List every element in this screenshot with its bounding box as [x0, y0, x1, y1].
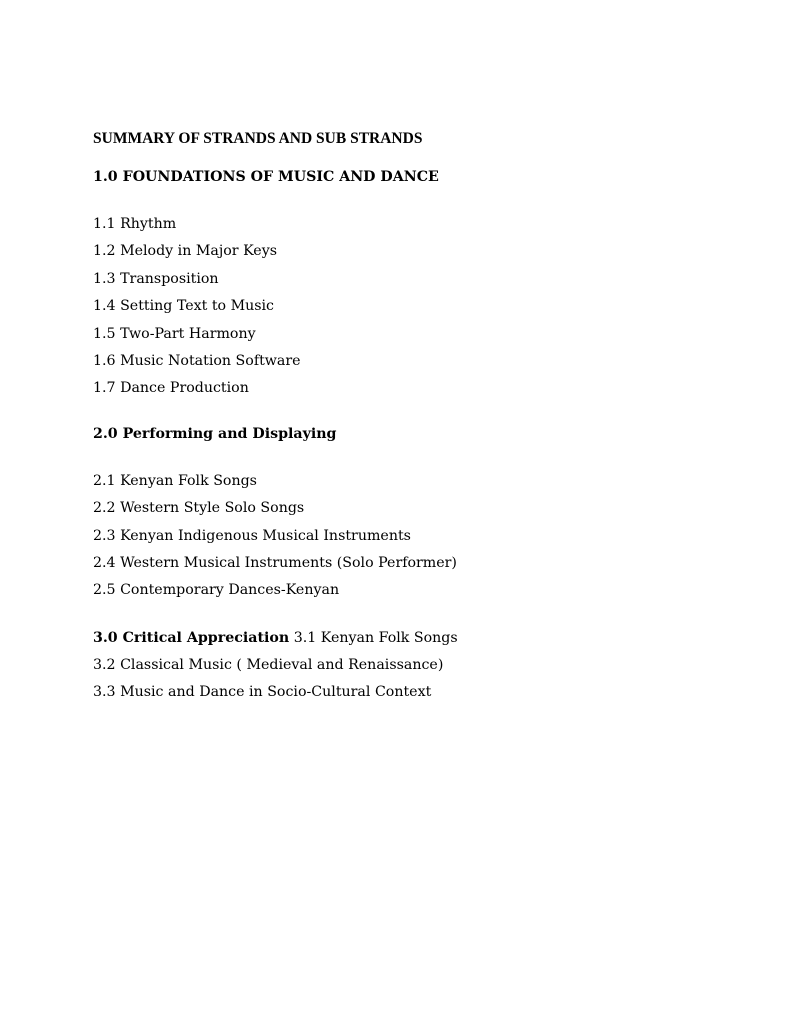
- strand-heading-2: 2.0 Performing and Displaying: [93, 425, 337, 442]
- sub-strand-item: 1.1 Rhythm: [93, 216, 177, 232]
- sub-strand-list-1: [93, 211, 733, 403]
- strand-heading-1: 1.0 FOUNDATIONS OF MUSIC AND DANCE: [93, 169, 439, 185]
- strand-heading-3-line: [93, 625, 733, 652]
- document-content: [93, 128, 733, 707]
- sub-strand-item: 1.4 Setting Text to Music: [93, 298, 275, 315]
- sub-strand-item: 3.2 Classical Music ( Medieval and Renaissance): [93, 657, 444, 674]
- sub-strand-item: 1.2 Melody in Major Keys: [93, 243, 277, 260]
- sub-strand-item: 1.3 Transposition: [93, 270, 219, 287]
- sub-strand-item: 2.4 Western Musical Instruments (Solo Performer): [93, 554, 457, 571]
- document-title: SUMMARY OF STRANDS AND SUB STRANDS: [93, 130, 423, 147]
- sub-strand-item: 2.3 Kenyan Indigenous Musical Instruments: [93, 527, 411, 544]
- sub-strand-item: 2.5 Contemporary Dances-Kenyan: [93, 582, 340, 599]
- sub-strand-list-2: [93, 468, 733, 605]
- sub-strand-item: 1.6 Music Notation Software: [93, 352, 301, 369]
- sub-strand-item: 1.5 Two-Part Harmony: [93, 325, 256, 342]
- sub-strand-item: 3.3 Music and Dance in Socio-Cultural Context: [93, 684, 432, 701]
- sub-strand-item-inline: 3.1 Kenyan Folk Songs: [293, 629, 458, 646]
- sub-strand-item: 2.2 Western Style Solo Songs: [93, 500, 305, 517]
- sub-strand-list-3: [93, 652, 733, 707]
- strand-heading-3: 3.0 Critical Appreciation: [93, 629, 290, 646]
- sub-strand-item: 1.7 Dance Production: [93, 380, 249, 397]
- sub-strand-item: 2.1 Kenyan Folk Songs: [93, 472, 257, 489]
